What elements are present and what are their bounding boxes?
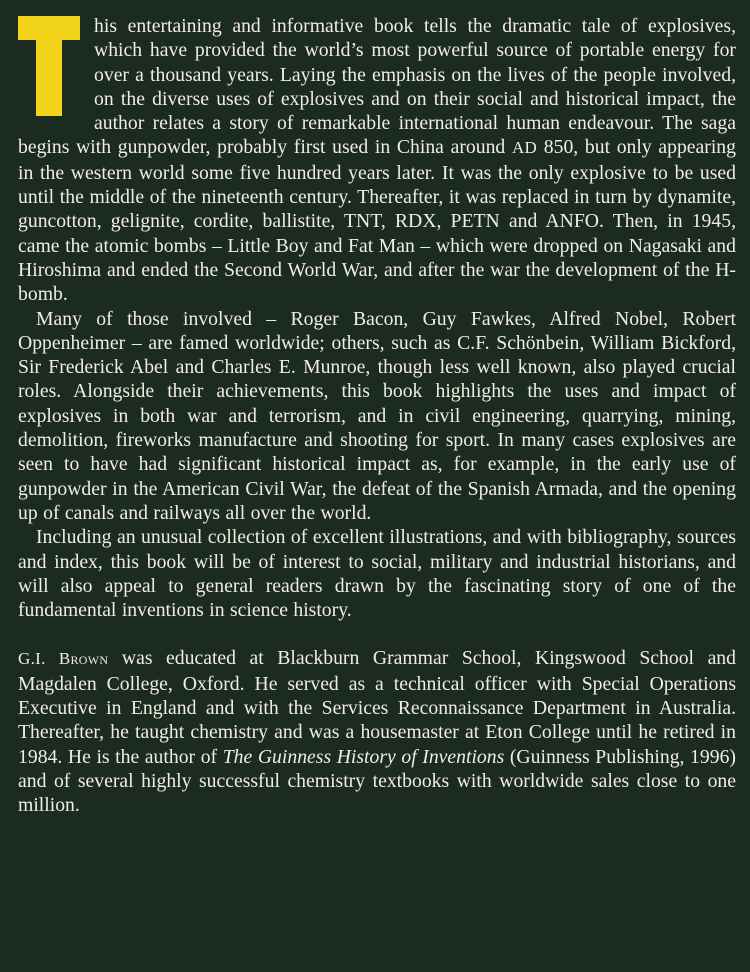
author-bio-start: was educated at Blackburn Grammar School, Kingswood School and Magdalen College, Oxford. He served as a technical officer with Special Operations Executive in England and with the Services Reconnaissance Department in Australia. Thereafter, he taught chemistry and was a housemaster at Eton College until he retired in 1984. He is the author of [18, 647, 736, 768]
author-bio [18, 646, 736, 817]
drop-cap-t [18, 16, 80, 116]
intro-paragraph-2: Many of those involved – Roger Bacon, Guy Fawkes, Alfred Nobel, Robert Oppenheimer – are famed worldwide; others, such as C.F. Schönbein, William Bickford, Sir Frederick Abel and Charles E. Munroe, though less well known, also played crucial roles. Alongside their achievements, this book highlights the uses and impact of explosives in both war and terrorism, and in civil engineering, quarrying, mining, demolition, fireworks manufacture and shooting for sport. In many cases explosives are seen to have had significant historical impact as, for example, in the early use of gunpowder in the American Civil War, the defeat of the Spanish Armada, and the opening up of canals and railways all over the world. [18, 307, 736, 524]
author-bio-end: (Guinness Publishing, 1996) and of several highly successful chemistry textbooks with worldwide sales close to one million. [18, 745, 736, 817]
intro-paragraph-3: Including an unusual collection of excellent illustrations, and with bibliography, sources and index, this book will be of interest to social, military and industrial historians, and will also appeal to general readers drawn by the fascinating story of one of the fundamental inventions in science history. [18, 526, 736, 622]
intro-paragraph-1 [18, 14, 736, 307]
author-name: G.I. Brown [18, 649, 109, 669]
intro-paragraph-1-end: 850, but only appearing in the western world some five hundred years later. It was the only explosive to be used until the middle of the nineteenth century. Thereafter, it was replaced in turn by dynamite, guncotton, gelignite, cordite, ballistite, TNT, RDX, PETN and ANFO. Then, in 1945, came the atomic bombs – Little Boy and Fat Man – which were dropped on Nagasaki and Hiroshima and ended the Second World War, and after the war the development of the H-bomb. [18, 136, 736, 306]
era-abbrev: AD [511, 138, 538, 158]
section-spacer [18, 622, 736, 646]
intro-paragraph-1-text: his entertaining and informative book tells the dramatic tale of explosives, which have provided the world’s most powerful source of portable energy for over a thousand years. Laying the emphasis on the lives of the people involved, on the diverse uses of explosives and on their social and historical impact, the author relates a story of remarkable international human endeavour. The saga begins with gunpowder, probably first used in China around [18, 15, 736, 159]
author-book-title: The Guinness History of Inventions [222, 745, 505, 768]
